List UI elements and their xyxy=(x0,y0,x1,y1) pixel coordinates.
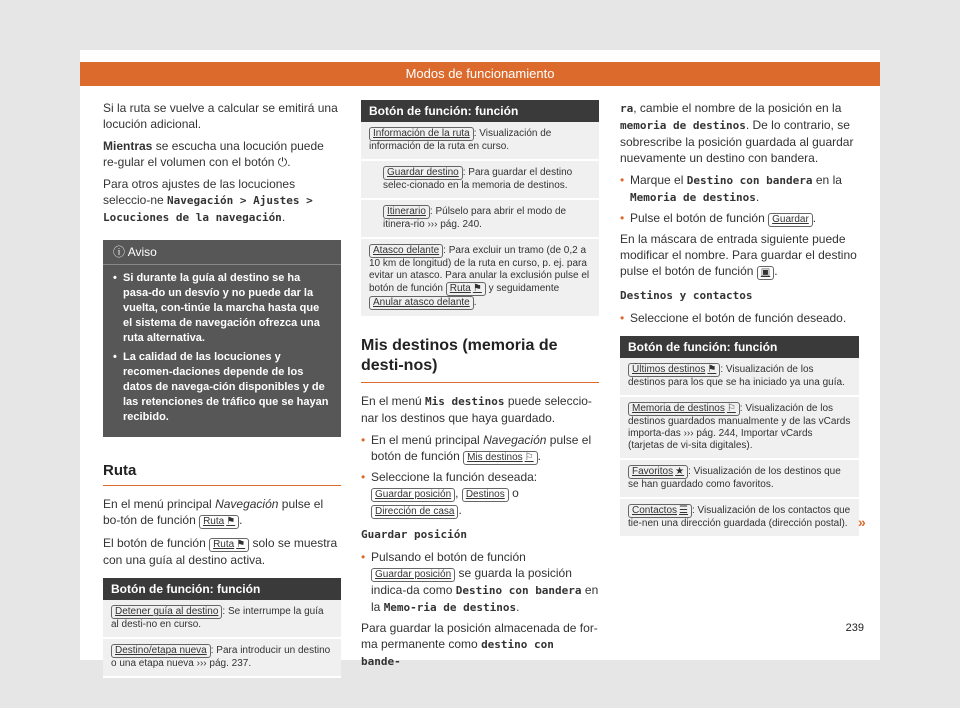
section-title: Ruta xyxy=(103,463,341,486)
paragraph: ra, cambie el nombre de la posición en la memoria de destinos. De lo contrario, se sobrescribe la posición guardada al guardar nuevamente un destino con bandera. xyxy=(620,101,854,165)
paragraph: En la máscara de entrada siguiente puede modificar el nombre. Para guardar el destino pulse el botón de función ▣ . xyxy=(620,232,857,278)
contacts-button[interactable]: Contactos ☰ xyxy=(628,504,692,518)
save-position-button[interactable]: Guardar posición xyxy=(371,568,455,582)
ruta-button[interactable]: Ruta ⚑ xyxy=(199,515,239,529)
my-destinations-button[interactable]: Mis destinos ⚐ xyxy=(463,451,538,465)
save-destination-button[interactable]: Guardar destino xyxy=(383,166,463,180)
itinerary-button[interactable]: Itinerario xyxy=(383,205,430,219)
warning-item: • Si durante la guía al destino se ha pasa-do un desvío y no puede dar la vuelta, con-tinúe la marcha hasta que el sistema de navegación ofrezca una ruta alternativa. xyxy=(113,271,331,346)
table-row: Destino/etapa nueva : Para introducir un destino o una etapa nueva ››› pág. 237. xyxy=(103,638,341,677)
column-left xyxy=(103,100,341,678)
cancel-traffic-button[interactable]: Anular atasco delante xyxy=(369,296,474,310)
table-row: Favoritos ★ : Visualización de los destinos que se han guardado como favoritos. xyxy=(620,459,859,498)
paragraph: En el menú principal Navegación pulse el bo-tón de función Ruta ⚑ . xyxy=(103,497,324,527)
route-info-button[interactable]: Información de la ruta xyxy=(369,127,474,141)
table-row: Memoria de destinos ⚐ : Visualización de los destinos guardados manualmente y de las vCards importa-das ››› pág. 244, Importar vCards (tarjetas de vi-sita digitales). xyxy=(620,396,859,459)
last-destinations-button[interactable]: Últimos destinos ⚑ xyxy=(628,363,720,377)
section-title: Mis destinos (memoria de desti-nos) xyxy=(361,336,599,383)
destinations-button[interactable]: Destinos xyxy=(462,488,509,502)
column-middle xyxy=(361,100,599,676)
warning-item: • La calidad de las locuciones y recomen-daciones depende de los datos de navega-ción disponibles y de las retenciones de tráfico que se hayan recibido. xyxy=(113,350,331,425)
contact-icon: ☰ xyxy=(679,505,688,516)
table-row: Contactos ☰ : Visualización de los contactos que tie-nen una dirección guardada (dirección postal). xyxy=(620,498,859,537)
save-icon: ▣ xyxy=(760,267,771,278)
list-item: • Pulse el botón de función Guardar . xyxy=(620,210,859,227)
new-destination-button[interactable]: Destino/etapa nueva xyxy=(111,644,211,658)
flag-icon: ⚑ xyxy=(707,364,717,375)
paragraph: Para otros ajustes de las locuciones seleccio-ne Navegación > Ajustes > Locuciones de la navegación. xyxy=(103,177,313,224)
ruta-button[interactable]: Ruta ⚑ xyxy=(209,538,249,552)
paragraph: Para guardar la posición almacenada de for-ma permanente como destino con bande- xyxy=(361,621,598,668)
stop-guidance-button[interactable]: Detener guía al destino xyxy=(111,605,222,619)
list-item: • Seleccione la función deseada: Guardar posición , Destinos o Dirección de casa . xyxy=(361,469,599,519)
favorites-button[interactable]: Favoritos ★ xyxy=(628,465,688,479)
page-number: 239 xyxy=(845,622,864,634)
paragraph: Si la ruta se vuelve a calcular se emitirá una locución adicional. xyxy=(103,101,338,131)
destinations-icon: ⚐ xyxy=(726,403,736,414)
warning-box: ⓘ Aviso • Si durante la guía al destino se ha pasa-do un desvío y no puede dar la vuelta, con-tinúe la marcha hasta que el sistema de navegación ofrezca una ruta alternativa. • La calidad de las locuciones y recomen-daciones depende de los datos de navega-ción disponibles y de las retenciones de tráfico que se hayan recibido. xyxy=(103,240,341,437)
page-header: Modos de funcionamiento xyxy=(80,62,880,86)
continue-mark: » xyxy=(858,514,866,530)
save-button[interactable]: Guardar xyxy=(768,213,813,227)
destination-memory-button[interactable]: Memoria de destinos ⚐ xyxy=(628,402,740,416)
paragraph: En el menú Mis destinos puede seleccio-nar los destinos que haya guardado. xyxy=(361,394,592,425)
column-right xyxy=(620,100,859,538)
function-table: Botón de función: función Información de la ruta : Visualización de información de la ruta en curso. Guardar destino : Para guardar el destino selec-cionado en la memoria de destinos. Itinerario : Púlselo para abrir el modo de itinera-rio ››› pág. 240. Atasco delante : Para excluir un tramo (de 0,2 a 10 km de longitud) de la ruta en curso, p. ej. para evitar un atasco. Para anular la exclusión pulse el botón de función Ruta ⚑ y seguidamente Anular atasco delante . xyxy=(361,100,599,318)
subheading: Destinos y contactos xyxy=(620,289,753,302)
ruta-button[interactable]: Ruta ⚑ xyxy=(446,282,486,296)
power-icon: ⏻ xyxy=(277,155,288,169)
paragraph: El botón de función Ruta ⚑ solo se muestra con una guía al destino activa. xyxy=(103,536,338,567)
list-item: • Seleccione el botón de función deseado. xyxy=(620,310,859,326)
home-address-button[interactable]: Dirección de casa xyxy=(371,505,458,519)
list-item: • En el menú principal Navegación pulse el botón de función Mis destinos ⚐ . xyxy=(361,432,599,465)
table-row: Últimos destinos ⚑ : Visualización de los destinos para los que se ha iniciado ya una guía. xyxy=(620,358,859,396)
table-row: Detener guía al destino : Se interrumpe la guía al desti-no en curso. xyxy=(103,600,341,638)
traffic-ahead-button[interactable]: Atasco delante xyxy=(369,244,443,258)
table-row: Itinerario : Púlselo para abrir el modo de itinera-rio ››› pág. 240. xyxy=(361,199,599,238)
subheading: Guardar posición xyxy=(361,528,467,541)
function-table: Botón de función: función Detener guía al destino : Se interrumpe la guía al desti-no en curso. Destino/etapa nueva : Para introducir un destino o una etapa nueva ››› pág. 237. xyxy=(103,578,341,678)
table-row: Guardar destino : Para guardar el destino selec-cionado en la memoria de destinos. xyxy=(361,160,599,199)
flag-icon: ⚑ xyxy=(472,283,482,294)
star-icon: ★ xyxy=(675,466,685,477)
table-row: Información de la ruta : Visualización de información de la ruta en curso. xyxy=(361,122,599,160)
table-row: Atasco delante : Para excluir un tramo (de 0,2 a 10 km de longitud) de la ruta en curso, p. ej. para evitar un atasco. Para anular la exclusión pulse el botón de función Ruta ⚑ y seguidamente Anular atasco delante . xyxy=(361,238,599,317)
info-icon: ⓘ xyxy=(113,245,126,259)
destinations-icon: ⚐ xyxy=(524,452,534,463)
list-item: • Marque el Destino con bandera en la Memoria de destinos. xyxy=(620,172,859,206)
flag-icon: ⚑ xyxy=(236,539,246,550)
save-disk-button[interactable] xyxy=(757,266,774,280)
list-item: • Pulsando el botón de función Guardar posición se guarda la posición indica-da como Destino con bandera en la Memo-ria de destinos. xyxy=(361,549,599,616)
function-table: Botón de función: función Últimos destinos ⚑ : Visualización de los destinos para los que se ha iniciado ya una guía. Memoria de destinos ⚐ : Visualización de los destinos guardados manualmente y de las vCards importa-das ››› pág. 244, Importar vCards (tarjetas de vi-sita digitales). Favoritos ★ : Visualización de los destinos que se han guardado como favoritos. Contactos ☰ : Visualización de los contactos que tie-nen una dirección guardada (dirección postal). xyxy=(620,336,859,538)
paragraph: Mientras se escucha una locución puede re-gular el volumen con el botón ⏻. xyxy=(103,139,324,169)
save-position-button[interactable]: Guardar posición xyxy=(371,488,455,502)
flag-icon: ⚑ xyxy=(226,516,236,527)
